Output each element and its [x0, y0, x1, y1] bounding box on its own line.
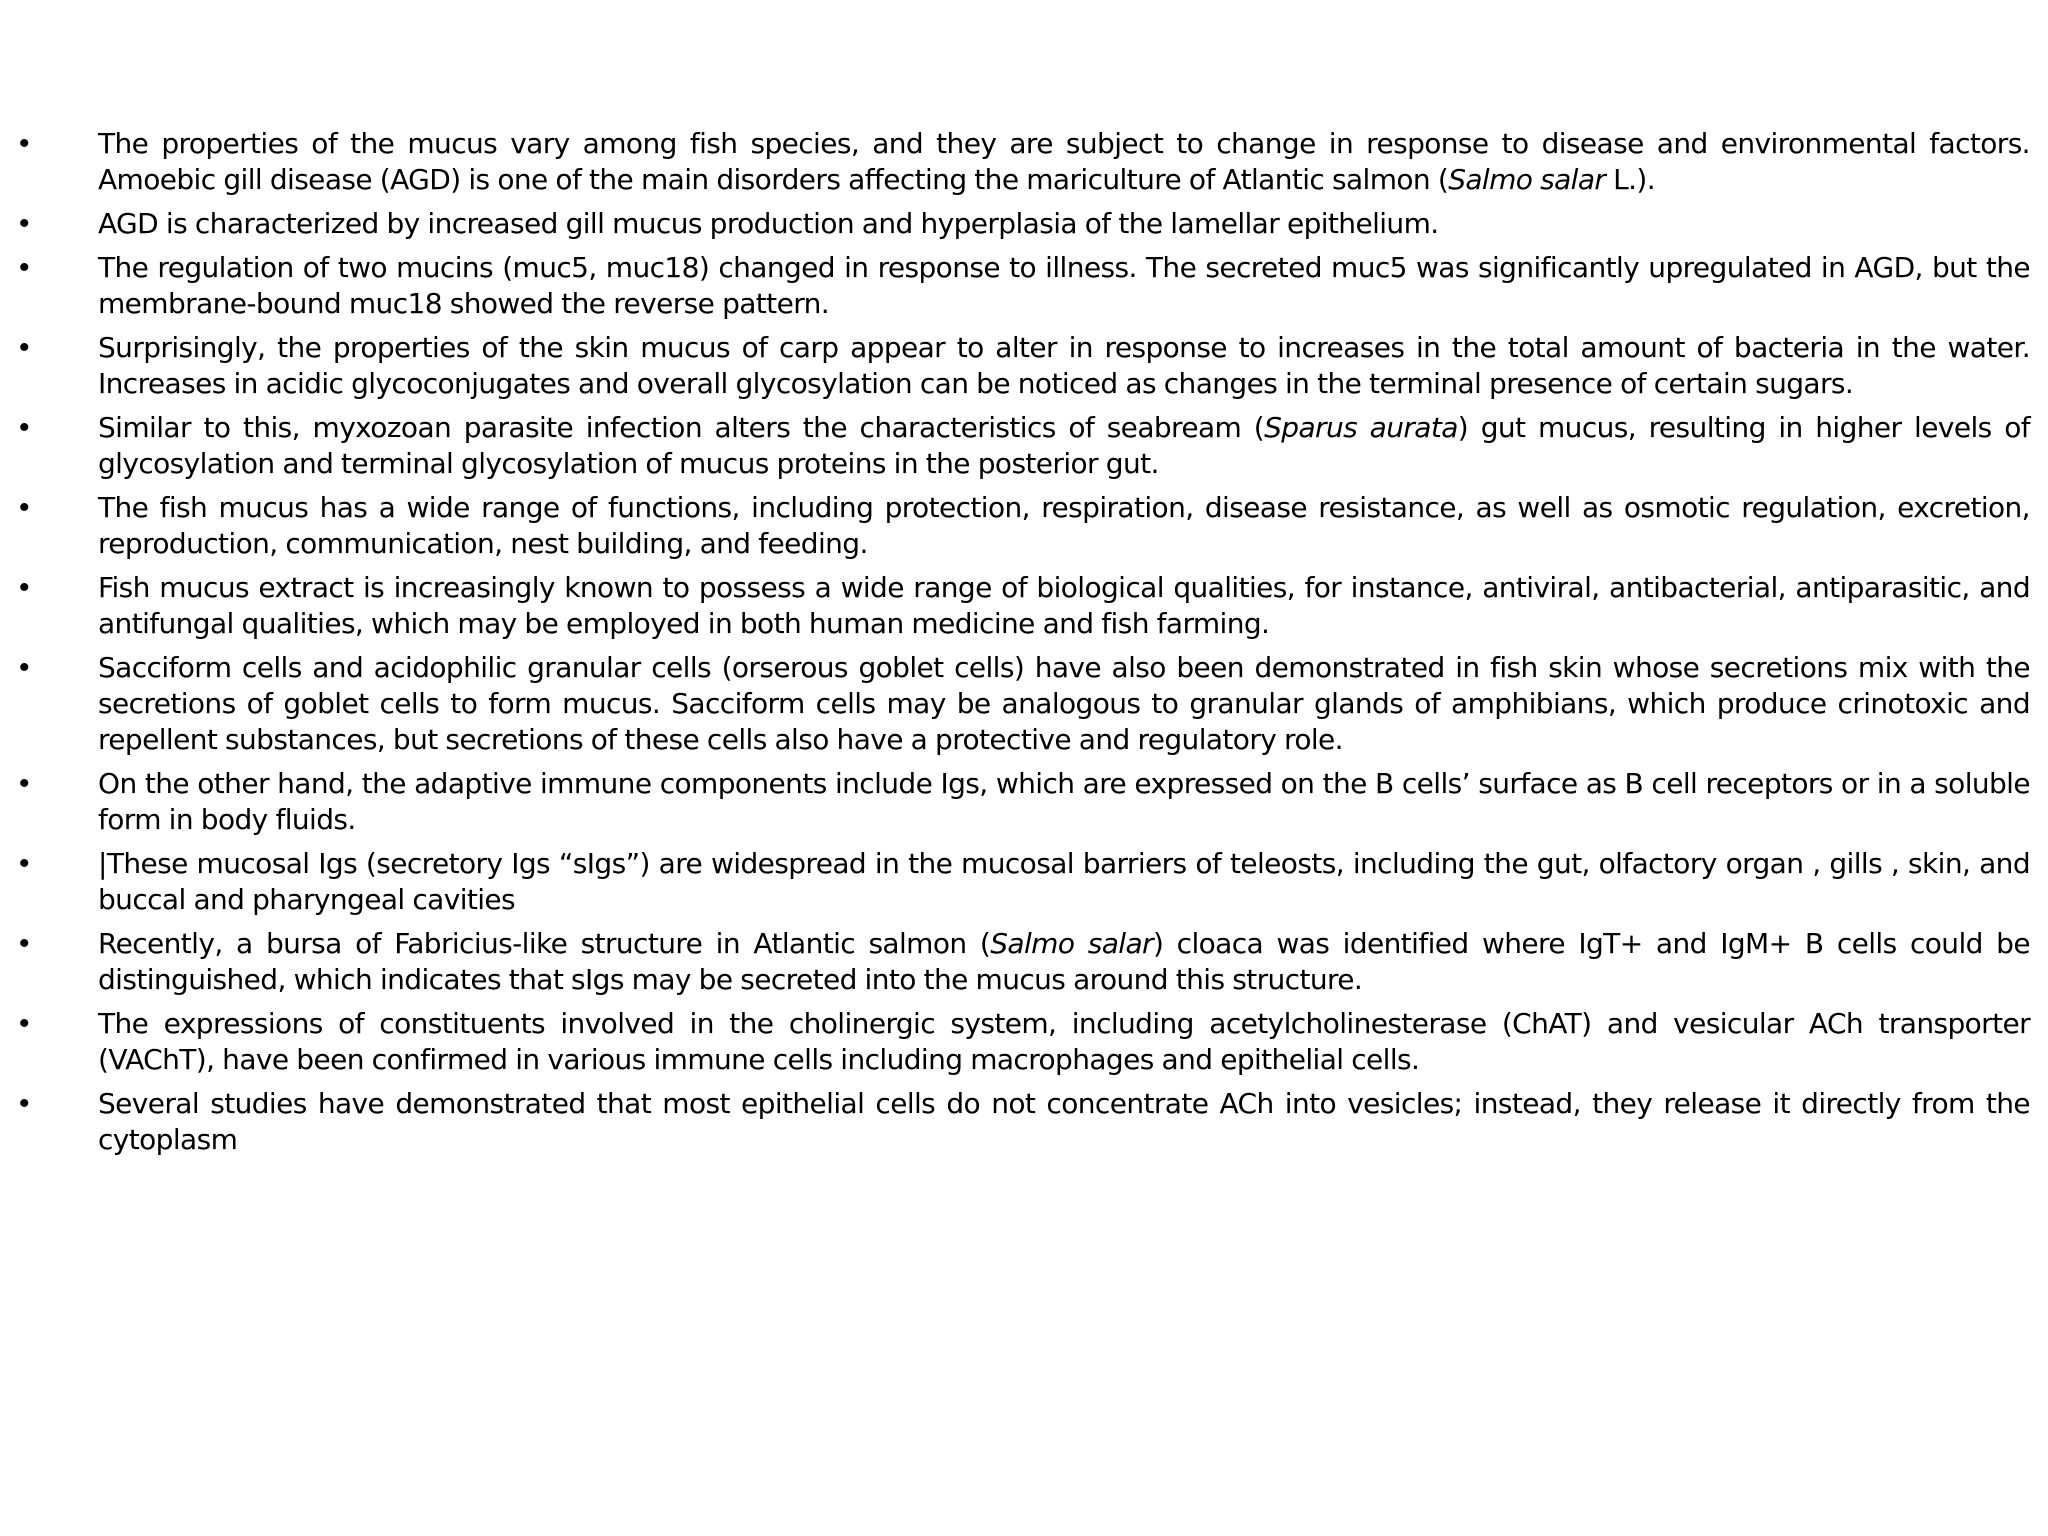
bullet-text — [98, 206, 2030, 242]
bullet-item — [0, 650, 2048, 758]
bullet-text — [98, 490, 2030, 562]
bullet-dot-icon: • — [19, 1087, 30, 1120]
species-name: Sparus aurata — [1264, 411, 1458, 444]
bullet-text — [98, 410, 2030, 482]
bullet-dot-icon: • — [19, 491, 30, 524]
bullet-item — [0, 1006, 2048, 1078]
bullet-item — [0, 846, 2048, 918]
bullet-dot-icon: • — [19, 411, 30, 444]
text-run: Several studies have demonstrated that most epithelial cells do not concentrate ACh into vesicles; instead, they release it directly from the cytoplasm — [98, 1087, 2030, 1156]
bullet-item — [0, 1086, 2048, 1158]
text-run: ) gut mucus, resulting in higher levels of glycosylation and terminal glycosylation of mucus proteins in the posterior gut. — [98, 411, 2030, 480]
text-run: AGD is characterized by increased gill mucus production and hyperplasia of the lamellar epithelium. — [98, 207, 1439, 240]
bullet-dot-icon: • — [19, 331, 30, 364]
bullet-item — [0, 570, 2048, 642]
bullet-dot-icon: • — [19, 651, 30, 684]
text-run: The expressions of constituents involved in the cholinergic system, including acetylcholinesterase (ChAT) and vesicular ACh transporter (VAChT), have been confirmed in various immune cells including macrophages and epithelial cells. — [98, 1007, 2030, 1076]
bullet-item — [0, 206, 2048, 242]
bullet-item — [0, 250, 2048, 322]
text-run: Fish mucus extract is increasingly known to possess a wide range of biological qualities, for instance, antiviral, antibacterial, antiparasitic, and antifungal qualities, which may be employed in both human medicine and fish farming. — [98, 571, 2030, 640]
bullet-text — [98, 926, 2030, 998]
text-run: Recently, a bursa of Fabricius-like structure in Atlantic salmon ( — [98, 927, 991, 960]
bullet-text — [98, 1086, 2030, 1158]
text-run: Surprisingly, the properties of the skin mucus of carp appear to alter in response to increases in the total amount of bacteria in the water. Increases in acidic glycoconjugates and overall glycosylation can be noticed as changes in the terminal presence of certain sugars. — [98, 331, 2030, 400]
bullet-item — [0, 490, 2048, 562]
bullet-dot-icon: • — [19, 767, 30, 800]
bullet-dot-icon: • — [19, 847, 30, 880]
bullet-text — [98, 126, 2030, 198]
bullet-dot-icon: • — [19, 127, 30, 160]
text-run: Similar to this, myxozoan parasite infection alters the characteristics of seabream ( — [98, 411, 1265, 444]
bullet-text — [98, 650, 2030, 758]
text-run: The properties of the mucus vary among fish species, and they are subject to change in response to disease and environmental factors. Amoebic gill disease (AGD) is one of the main disorders affecting the mariculture of Atlantic salmon ( — [98, 127, 2030, 196]
bullet-dot-icon: • — [19, 207, 30, 240]
bullet-dot-icon: • — [19, 1007, 30, 1040]
species-name: Salmo salar — [990, 927, 1153, 960]
text-run: On the other hand, the adaptive immune components include Igs, which are expressed on the B cells’ surface as B cell receptors or in a soluble form in body fluids. — [98, 767, 2030, 836]
text-run: Sacciform cells and acidophilic granular cells (orserous goblet cells) have also been demonstrated in fish skin whose secretions mix with the secretions of goblet cells to form mucus. Sacciform cells may be analogous to granular glands of amphibians, which produce crinotoxic and repellent substances, but secretions of these cells also have a protective and regulatory role. — [98, 651, 2030, 756]
bullet-text — [98, 570, 2030, 642]
bullet-dot-icon: • — [19, 571, 30, 604]
text-run: ) cloaca was identified where IgT+ and IgM+ B cells could be distinguished, which indicates that sIgs may be secreted into the mucus around this structure. — [98, 927, 2030, 996]
bullet-item — [0, 330, 2048, 402]
bullet-text — [98, 766, 2030, 838]
text-run: The fish mucus has a wide range of functions, including protection, respiration, disease resistance, as well as osmotic regulation, excretion, reproduction, communication, nest building, and feeding. — [98, 491, 2030, 560]
bullet-item — [0, 766, 2048, 838]
text-run: |These mucosal Igs (secretory Igs “sIgs”) are widespread in the mucosal barriers of teleosts, including the gut, olfactory organ , gills , skin, and buccal and pharyngeal cavities — [98, 847, 2030, 916]
text-run: The regulation of two mucins (muc5, muc18) changed in response to illness. The secreted muc5 was significantly upregulated in AGD, but the membrane-bound muc18 showed the reverse pattern. — [98, 251, 2030, 320]
bullet-text — [98, 330, 2030, 402]
bullet-item — [0, 126, 2048, 198]
bullet-text — [98, 1006, 2030, 1078]
bullet-item — [0, 410, 2048, 482]
bullet-dot-icon: • — [19, 251, 30, 284]
bullet-text — [98, 846, 2030, 918]
bullet-dot-icon: • — [19, 927, 30, 960]
bullet-text — [98, 250, 2030, 322]
text-run: L.). — [1605, 163, 1656, 196]
species-name: Salmo salar — [1448, 163, 1606, 196]
bullet-item — [0, 926, 2048, 998]
bullet-list — [0, 126, 2048, 1166]
